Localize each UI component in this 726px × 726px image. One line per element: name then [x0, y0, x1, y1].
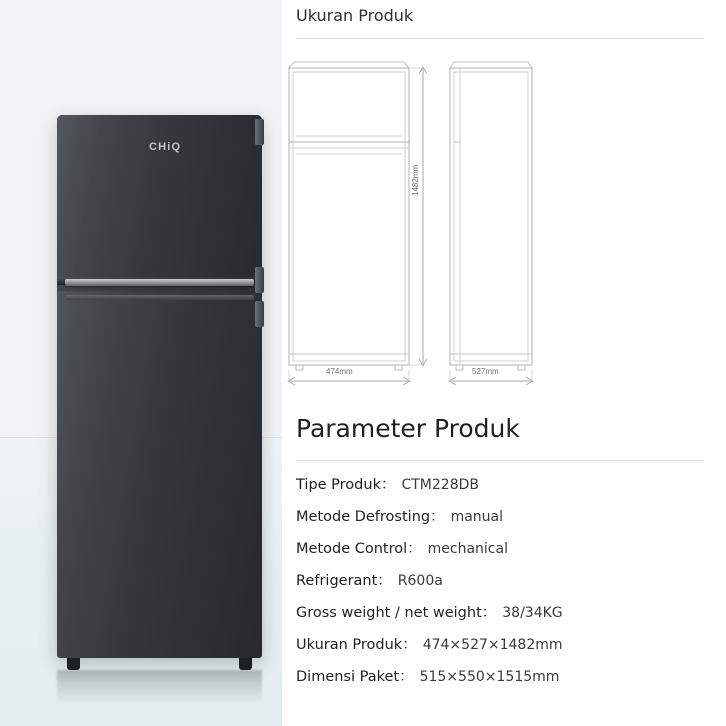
fridge-fresh-food-door — [57, 291, 262, 658]
parameter-row-weight — [296, 601, 716, 633]
dimension-drawings — [282, 44, 726, 390]
parameter-value: 474×527×1482mm — [422, 637, 563, 653]
fridge-hinge-middle-upper — [255, 267, 264, 293]
parameter-value: 515×550×1515mm — [419, 669, 560, 685]
fridge-hinge-top — [255, 119, 264, 145]
parameter-label: Tipe Produk： — [296, 477, 396, 493]
parameter-value: 38/34KG — [502, 605, 563, 621]
parameter-value: R600a — [397, 573, 443, 589]
parameter-label: Refrigerant： — [296, 573, 392, 589]
parameters-title-divider — [296, 460, 704, 461]
brand-logo: CHiQ — [149, 141, 182, 153]
floor-reflection — [57, 670, 262, 704]
dimensions-section-title: Ukuran Produk — [296, 6, 414, 25]
fridge-handle-lower — [65, 295, 254, 300]
parameter-label: Gross weight / net weight： — [296, 605, 497, 621]
fridge-foot-right — [239, 658, 252, 670]
fridge-foot-left — [67, 658, 80, 670]
parameter-row-control — [296, 537, 716, 569]
parameter-value: CTM228DB — [401, 477, 479, 493]
parameters-list — [296, 473, 716, 697]
side-view-depth-label: 527mm — [472, 367, 499, 376]
parameter-label: Dimensi Paket： — [296, 669, 414, 685]
front-view-height-label: 1482mm — [411, 164, 420, 196]
specs-panel — [282, 0, 726, 726]
parameter-row-package-size — [296, 665, 716, 697]
fridge-hinge-middle-lower — [255, 301, 264, 327]
parameter-label: Ukuran Produk： — [296, 637, 417, 653]
front-view-width-label: 474mm — [326, 367, 353, 376]
parameter-label: Metode Control： — [296, 541, 422, 557]
dimensions-title-divider — [296, 38, 704, 39]
parameter-row-product-size — [296, 633, 716, 665]
product-image-panel — [0, 0, 282, 726]
parameter-row-refrigerant — [296, 569, 716, 601]
parameter-row-product-type — [296, 473, 716, 505]
refrigerator-product-image — [57, 115, 262, 670]
parameter-value: manual — [450, 509, 504, 525]
parameters-section-title: Parameter Produk — [296, 414, 520, 443]
parameter-row-defrosting — [296, 505, 716, 537]
parameter-value: mechanical — [427, 541, 508, 557]
fridge-handle-upper — [65, 279, 254, 286]
parameter-label: Metode Defrosting： — [296, 509, 445, 525]
